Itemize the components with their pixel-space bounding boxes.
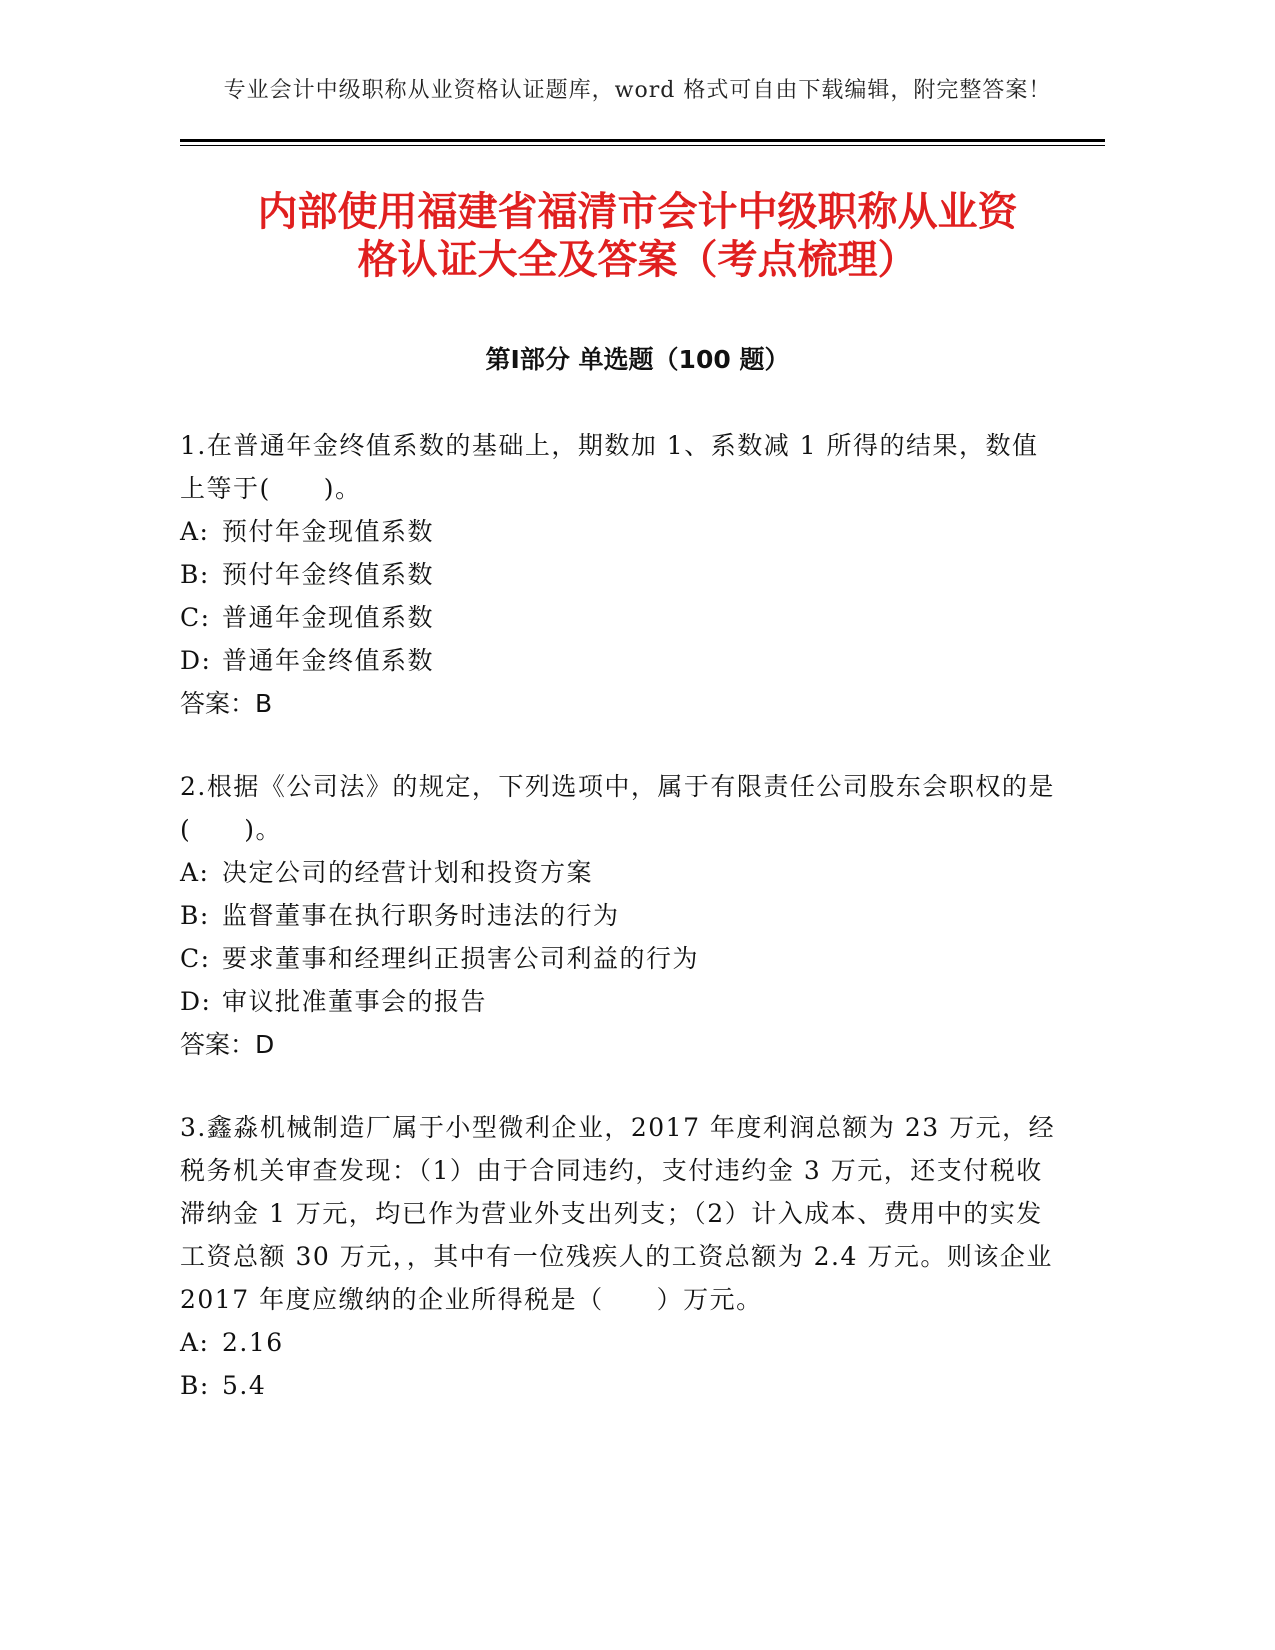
option-letter: C:: [180, 944, 211, 973]
option-text: 监督董事在执行职务时违法的行为: [222, 901, 620, 930]
document-title: [150, 188, 1125, 284]
option-c: [180, 937, 1060, 980]
question-2: [180, 765, 1060, 1066]
option-a: [180, 510, 1060, 553]
question-list: [180, 424, 1060, 1447]
option-text: 决定公司的经营计划和投资方案: [222, 858, 594, 887]
header-note: 专业会计中级职称从业资格认证题库，word 格式可自由下载编辑，附完整答案！: [223, 78, 1052, 103]
question-stem: 1.在普通年金终值系数的基础上，期数加 1、系数减 1 所得的结果，数值上等于( )。: [180, 431, 1039, 503]
option-b: [180, 1364, 1060, 1407]
option-letter: A:: [180, 858, 210, 887]
option-letter: B:: [180, 560, 210, 589]
option-letter: A:: [180, 517, 210, 546]
option-letter: D:: [180, 987, 212, 1016]
option-text: 普通年金现值系数: [222, 603, 435, 632]
header-rule-thin: [180, 145, 1105, 146]
option-c: [180, 596, 1060, 639]
answer-line: 答案：D: [180, 1030, 275, 1059]
option-text: 审议批准董事会的报告: [222, 987, 488, 1016]
option-text: 预付年金现值系数: [222, 517, 435, 546]
question-3: [180, 1106, 1060, 1407]
option-d: [180, 639, 1060, 682]
question-stem: 2.根据《公司法》的规定，下列选项中，属于有限责任公司股东会职权的是( )。: [180, 772, 1055, 844]
answer-line: 答案：B: [180, 689, 273, 718]
question-stem: 3.鑫淼机械制造厂属于小型微利企业，2017 年度利润总额为 23 万元，经税务机关审查发现：（1）由于合同违约，支付违约金 3 万元，还支付税收滞纳金 1 万元，均已作为营业外支出列支；（2）计入成本、费用中的实发工资总额 30 万元，，其中有一位残疾人的工资总额为 2.4 万元。则该企业 2017 年度应缴纳的企业所得税是（ ）万元。: [180, 1113, 1056, 1314]
document-title-line-1: 内部使用福建省福清市会计中级职称从业资: [257, 189, 1018, 235]
option-d: [180, 980, 1060, 1023]
question-1: [180, 424, 1060, 725]
option-letter: A:: [180, 1328, 210, 1357]
option-text: 预付年金终值系数: [222, 560, 435, 589]
option-letter: C:: [180, 603, 211, 632]
header-rule-thick: [180, 139, 1105, 142]
document-title-line-2: 格认证大全及答案（考点梳理）: [357, 237, 918, 283]
option-text: 要求董事和经理纠正损害公司利益的行为: [222, 944, 700, 973]
option-a: [180, 1321, 1060, 1364]
option-text: 5.4: [222, 1371, 267, 1400]
option-letter: D:: [180, 646, 212, 675]
option-text: 2.16: [222, 1328, 284, 1357]
option-b: [180, 553, 1060, 596]
option-b: [180, 894, 1060, 937]
option-text: 普通年金终值系数: [222, 646, 435, 675]
option-letter: B:: [180, 1371, 210, 1400]
section-heading: 第Ⅰ部分 单选题（100 题）: [485, 345, 790, 374]
option-a: [180, 851, 1060, 894]
option-letter: B:: [180, 901, 210, 930]
